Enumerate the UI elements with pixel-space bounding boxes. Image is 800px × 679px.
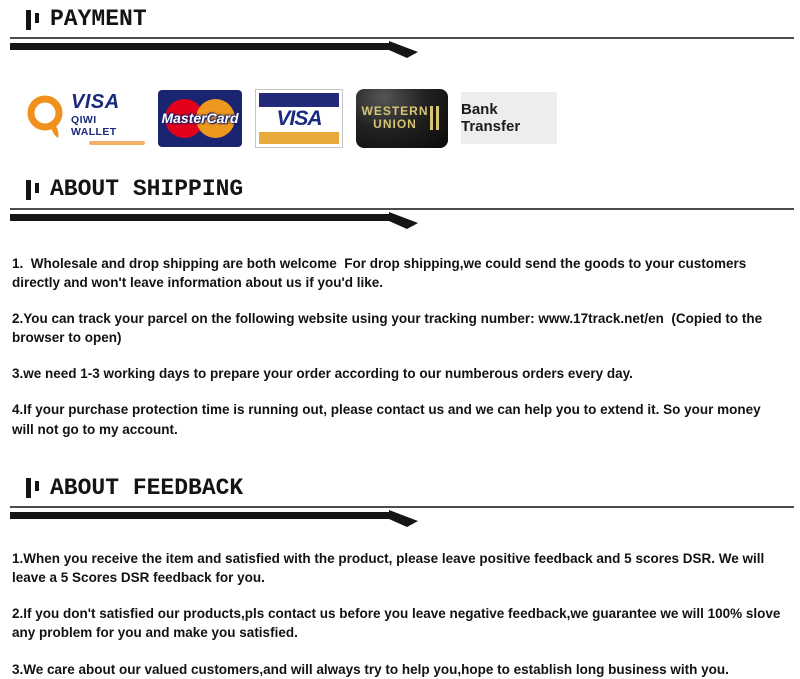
payment-methods-row [25, 88, 800, 148]
western-union-line2: UNION [373, 117, 417, 132]
qiwi-fineprint [89, 141, 145, 145]
divider-thick-bar [10, 43, 390, 50]
visa-label: VISA [276, 107, 322, 131]
divider-thin-line [10, 506, 794, 508]
qiwi-text-block [71, 92, 145, 145]
shipping-paragraph: 2.You can track your parcel on the following website using your tracking number: www.17track.net/en (Copied to the browser to open) [12, 310, 766, 346]
payment-method-western-union [356, 89, 448, 148]
shipping-paragraph: 3.we need 1-3 working days to prepare your order according to our numberous orders every day. [12, 366, 633, 382]
section-marker-icon [26, 180, 39, 200]
shipping-text-block [0, 254, 800, 439]
shipping-paragraph: 4.If your purchase protection time is running out, please contact us and we can help you to extend it. So your money will not go to my account. [12, 402, 765, 437]
qiwi-wallet-word: QIWI WALLET [71, 113, 117, 138]
arrow-icon [389, 510, 419, 532]
feedback-paragraph: 3.We care about our valued customers,and will always try to help you,hope to establish long business with you. [12, 661, 729, 677]
shipping-section-title: ABOUT SHIPPING [50, 176, 244, 203]
section-divider [10, 35, 794, 57]
qiwi-q-icon [25, 91, 67, 146]
divider-thin-line [10, 37, 794, 39]
arrow-icon [389, 212, 419, 234]
mastercard-label: MasterCard [161, 110, 239, 127]
payment-section-title: PAYMENT [50, 6, 147, 32]
double-bars-icon [430, 106, 439, 130]
bank-transfer-label: Bank Transfer [461, 101, 521, 136]
western-union-line1: WESTERN [361, 103, 429, 118]
payment-section-header [0, 0, 800, 32]
payment-method-mastercard [158, 90, 242, 147]
section-divider [10, 504, 794, 526]
section-divider [10, 206, 794, 228]
shipping-paragraph: 1. Wholesale and drop shipping are both welcome For drop shipping,we could send the goods to your customers directly and won't leave information about us if you'd like. [12, 255, 751, 290]
section-marker-icon [26, 10, 39, 30]
divider-thin-line [10, 208, 794, 210]
payment-method-bank-transfer [461, 92, 557, 144]
visa-navy-band [259, 93, 339, 107]
feedback-text-block [0, 549, 800, 679]
feedback-paragraph: 2.If you don't satisfied our products,pls contact us before you leave negative feedback,we guarantee we will 100% slove any problem for you and make you satisfied. [12, 606, 785, 641]
section-marker-icon [26, 478, 39, 498]
divider-thick-bar [10, 512, 390, 519]
feedback-section-title: ABOUT FEEDBACK [50, 474, 244, 501]
payment-method-qiwi-wallet [25, 90, 145, 146]
visa-gold-band [259, 132, 339, 144]
arrow-icon [389, 41, 419, 63]
divider-thick-bar [10, 214, 390, 221]
qiwi-visa-word: VISA [71, 90, 120, 113]
feedback-paragraph: 1.When you receive the item and satisfied with the product, please leave positive feedback and 5 scores DSR. We will leave a 5 Scores DSR feedback for you. [12, 550, 769, 586]
feedback-section-header [0, 476, 800, 501]
visa-middle [259, 107, 339, 132]
shipping-section-header [0, 177, 800, 202]
payment-method-visa [255, 89, 343, 148]
